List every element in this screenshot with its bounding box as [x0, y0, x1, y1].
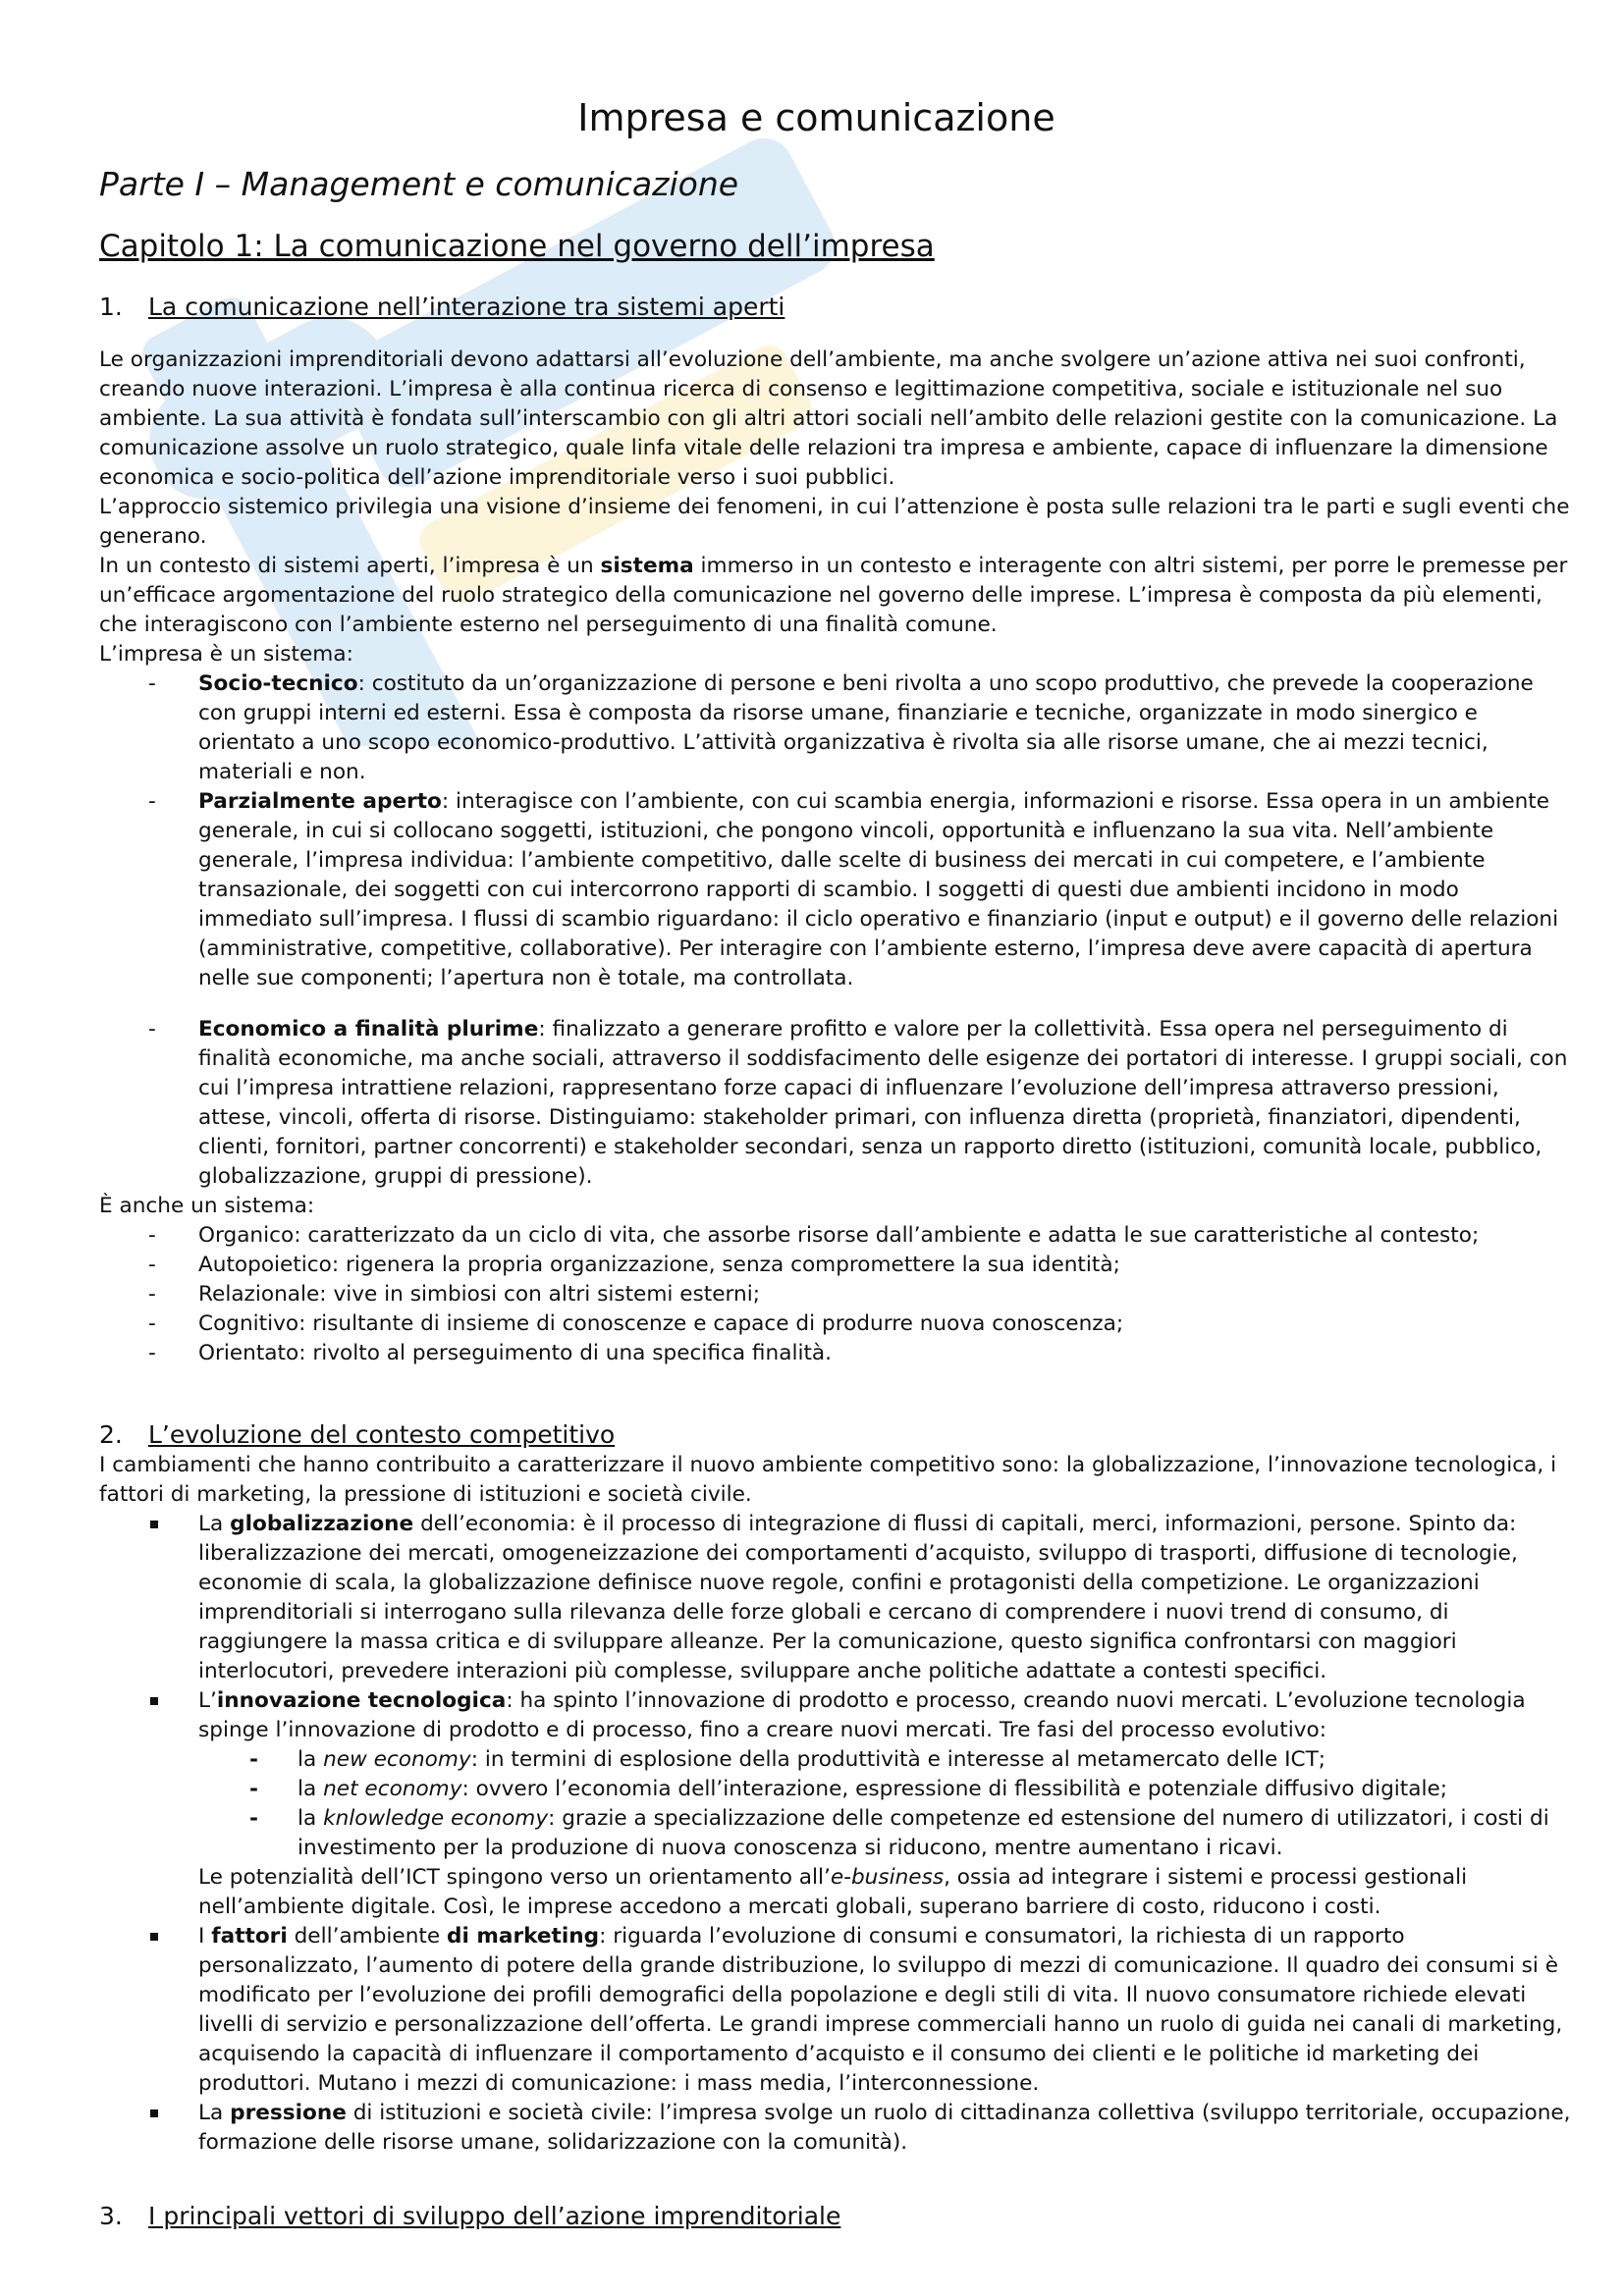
list-item: - Autopoietico: rigenera la propria organizzazione, senza compromettere la sua identità;: [99, 1251, 1572, 1280]
change-factors-list: [99, 1510, 1572, 2158]
list-item: - la net economy: ovvero l’economia dell’interazione, espressione di flessibilità e potenziale diffusivo digitale;: [198, 1775, 1572, 1804]
list-item: - Cognitivo: risultante di insieme di conoscenze e capace di produrre nuova conoscenza;: [99, 1309, 1572, 1339]
section-3-heading: 3. I principali vettori di sviluppo dell’azione imprenditoriale: [99, 2202, 841, 2230]
list-item: - Organico: caratterizzato da un ciclo di vita, che assorbe risorse dall’ambiente e adatta le sue caratteristiche al contesto;: [99, 1221, 1572, 1251]
paragraph: Le organizzazioni imprenditoriali devono adattarsi all’evoluzione dell’ambiente, ma anche svolgere un’azione attiva nei suoi confronti, creando nuove interazioni. L’impresa è alla continua ricerca di consenso e legittimazione competitiva, sociale e istituzionale nel suo ambiente. La sua attività è fondata sull’interscambio con gli altri attori sociali nell’ambito delle relazioni gestite con la comunicazione. La comunicazione assolve un ruolo strategico, quale linfa vitale delle relazioni tra impresa e ambiente, capace di influenzare la dimensione economica e socio-politica dell’azione imprenditoriale verso i suoi pubblici.: [99, 347, 1558, 490]
system-traits-list: [99, 1221, 1572, 1368]
section-1-body: [99, 346, 1572, 1368]
system-types-list: [99, 669, 1572, 1192]
paragraph: I cambiamenti che hanno contribuito a caratterizzare il nuovo ambiente competitivo sono: la globalizzazione, l’innovazione tecnologica, i fattori di marketing, la pressione di istituzioni e società civile.: [99, 1453, 1557, 1507]
document-title: Impresa e comunicazione: [577, 96, 1055, 139]
list-item: - Parzialmente aperto: interagisce con l’ambiente, con cui scambia energia, informazioni e risorse. Essa opera in un ambiente generale, in cui si collocano soggetti, istituzioni, che pongono vincoli, opportunità e influenzano la sua vita. Nell’ambiente generale, l’impresa individua: l’ambiente competitivo, dalle scelte di business dei mercati in cui competere, e l’ambiente transazionale, dei soggetti con cui intercorrono rapporti di scambio. I soggetti di questi due ambienti incidono in modo immediato sull’impresa. I flussi di scambio riguardano: il ciclo operativo e finanziario (input e output) e il governo delle relazioni (amministrative, competitive, collaborative). Per interagire con l’ambiente esterno, l’impresa deve avere capacità di apertura nelle sue componenti; l’apertura non è totale, ma controllata.: [99, 787, 1572, 993]
list-item: - Socio-tecnico: costituto da un’organizzazione di persone e beni rivolta a uno scopo produttivo, che prevede la cooperazione con gruppi interni ed esterni. Essa è composta da risorse umane, finanziarie e tecniche, organizzate in modo sinergico e orientato a uno scopo economico-produttivo. L’attività organizzativa è rivolta sia alle risorse umane, che ai mezzi tecnici, materiali e non.: [99, 669, 1572, 787]
paragraph: L’impresa è un sistema:: [99, 642, 353, 667]
list-item: - la knlowledge economy: grazie a specializzazione delle competenze ed estensione del numero di utilizzatori, i costi di investimento per la produzione di nuova conoscenza si riducono, mentre aumentano i ricavi.: [198, 1804, 1572, 1863]
part-heading: Parte I – Management e comunicazione: [99, 165, 739, 203]
section-2-heading: 2. L’evoluzione del contesto competitivo: [99, 1420, 616, 1449]
paragraph: È anche un sistema:: [99, 1194, 315, 1218]
paragraph: In un contesto di sistemi aperti, l’impresa è un sistema immerso in un contesto e interagente con altri sistemi, per porre le premesse per un’efficace argomentazione del ruolo strategico della comunicazione nel governo delle imprese. L’impresa è composta da più elementi, che interagiscono con l’ambiente esterno nel perseguimento di una finalità comune.: [99, 554, 1568, 637]
list-item: - la new economy: in termini di esplosione della produttività e interesse al metamercato delle ICT;: [198, 1745, 1572, 1775]
paragraph: L’approccio sistemico privilegia una visione d’insieme dei fenomeni, in cui l’attenzione è posta sulle relazioni tra le parti e sugli eventi che generano.: [99, 495, 1570, 549]
list-item: - Relazionale: vive in simbiosi con altri sistemi esterni;: [99, 1280, 1572, 1309]
chapter-heading: Capitolo 1: La comunicazione nel governo dell’impresa: [99, 229, 935, 264]
list-item: La pressione di istituzioni e società civile: l’impresa svolge un ruolo di cittadinanza collettiva (sviluppo territoriale, occupazione, formazione delle risorse umane, solidarizzazione con la comunità).: [99, 2099, 1572, 2158]
list-item: I fattori dell’ambiente di marketing: riguarda l’evoluzione di consumi e consumatori, la richiesta di un rapporto personalizzato, l’aumento di potere della grande distribuzione, lo sviluppo di mezzi di comunicazione. Il quadro dei consumi si è modificato per l’evoluzione dei profili demografici della popolazione e degli stili di vita. Il nuovo consumatore richiede elevati livelli di servizio e personalizzazione dell’offerta. Le grandi imprese commerciali hanno un ruolo di guida nei canali di marketing, acquisendo la capacità di influenzare il comportamento d’acquisto e il consumo dei clienti e le politiche id marketing dei produttori. Mutano i mezzi di comunicazione: i mass media, l’interconnessione.: [99, 1922, 1572, 2099]
list-item: - Economico a finalità plurime: finalizzato a generare profitto e valore per la collettività. Essa opera nel perseguimento di finalità economiche, ma anche sociali, attraverso il soddisfacimento delle esigenze dei portatori di interesse. I gruppi sociali, con cui l’impresa intrattiene relazioni, rappresentano forze capaci di influenzare l’evoluzione dell’impresa attraverso pressioni, attese, vincoli, offerta di risorse. Distinguiamo: stakeholder primari, con influenza diretta (proprietà, finanziatori, dipendenti, clienti, fornitori, partner concorrenti) e stakeholder secondari, senza un rapporto diretto (istituzioni, comunità locale, pubblico, globalizzazione, gruppi di pressione).: [99, 1015, 1572, 1192]
section-2-body: [99, 1451, 1572, 2158]
list-item: L’innovazione tecnologica: ha spinto l’innovazione di prodotto e processo, creando nuovi mercati. L’evoluzione tecnologia spinge l’innovazione di prodotto e di processo, fino a creare nuovi mercati. Tre fasi del processo evolutivo: - la new economy: in termini di esplosione della produttività e interesse al metamercato delle ICT; - la net economy: ovvero l’economia dell’interazione, espressione di flessibilità e potenziale diffusivo digitale; - la knlowledge economy: grazie a specializzazione delle competenze ed estensione del numero di utilizzatori, i costi di investimento per la produzione di nuova conoscenza si riducono, mentre aumentano i ricavi. Le potenzialità dell’ICT spingono verso un orientamento all’e-business, ossia ad integrare i sistemi e processi gestionali nell’ambiente digitale. Così, le imprese accedono a mercati globali, superano barriere di costo, riducono i costi.: [99, 1686, 1572, 1922]
list-item: La globalizzazione dell’economia: è il processo di integrazione di flussi di capitali, merci, informazioni, persone. Spinto da: liberalizzazione dei mercati, omogeneizzazione dei comportamenti d’acquisto, sviluppo di trasporti, diffusione di tecnologie, economie di scala, la globalizzazione definisce nuove regole, confini e protagonisti della competizione. Le organizzazioni imprenditoriali si interrogano sulla rilevanza delle forze globali e cercano di comprendere i nuovi trend di consumo, di raggiungere la massa critica e di sviluppare alleanze. Per la comunicazione, questo significa confrontarsi con maggiori interlocutori, prevedere interazioni più complesse, sviluppare anche politiche adattate a contesti specifici.: [99, 1510, 1572, 1686]
section-1-heading: 1. La comunicazione nell’interazione tra sistemi aperti: [99, 293, 785, 321]
phases-list: [198, 1745, 1572, 1863]
list-item: - Orientato: rivolto al perseguimento di una specifica finalità.: [99, 1339, 1572, 1368]
